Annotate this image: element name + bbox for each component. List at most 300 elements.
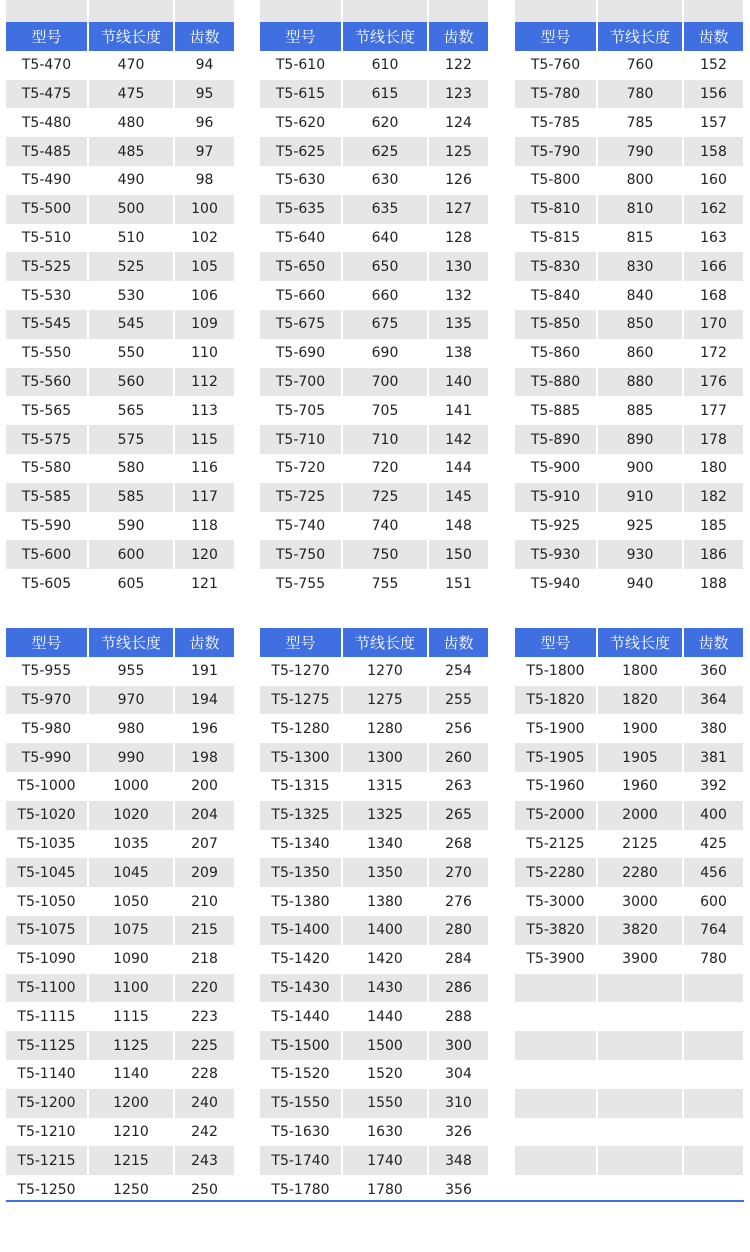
model-cell: T5-790 — [515, 137, 597, 166]
table-row — [260, 252, 488, 281]
model-cell: T5-1215 — [6, 1146, 88, 1175]
table-row — [515, 945, 743, 974]
teeth-count-cell — [683, 1118, 743, 1147]
teeth-count-cell: 242 — [191, 1123, 218, 1140]
model-cell: T5-980 — [6, 714, 88, 743]
table-row — [260, 195, 488, 224]
pitch-length-cell: 545 — [88, 310, 174, 339]
model-cell: T5-1780 — [260, 1175, 342, 1204]
table-row — [6, 195, 234, 224]
model-cell: T5-605 — [6, 569, 88, 598]
table-row — [6, 281, 234, 310]
teeth-count-cell — [683, 1060, 743, 1089]
model-cell: T5-590 — [6, 512, 88, 541]
teeth-count-cell: 198 — [174, 743, 234, 772]
teeth-count-cell: 178 — [683, 425, 743, 454]
model-cell: T5-500 — [6, 195, 88, 224]
teeth-count-cell: 122 — [445, 57, 472, 74]
model-cell: T5-1630 — [260, 1118, 342, 1147]
model-cell: T5-1200 — [6, 1089, 88, 1118]
pitch-length-cell: 560 — [88, 368, 174, 397]
teeth-count-cell: 260 — [428, 743, 488, 772]
model-cell — [515, 1146, 597, 1175]
table-row — [260, 743, 488, 772]
model-cell: T5-1115 — [6, 1002, 88, 1031]
pitch-length-cell: 480 — [88, 108, 174, 137]
table-row — [515, 483, 743, 512]
table-row — [515, 166, 743, 195]
teeth-count-cell: 186 — [683, 540, 743, 569]
column-header: 型号 — [6, 22, 88, 51]
model-cell: T5-600 — [6, 540, 88, 569]
table-row — [260, 339, 488, 368]
teeth-count-cell: 166 — [683, 252, 743, 281]
table-row — [6, 945, 234, 974]
pitch-length-cell: 1215 — [88, 1146, 174, 1175]
table-row — [260, 512, 488, 541]
model-cell: T5-890 — [515, 425, 597, 454]
table-row — [515, 368, 743, 397]
model-cell: T5-1315 — [260, 772, 342, 801]
pitch-length-cell: 700 — [342, 368, 428, 397]
pitch-length-cell: 575 — [88, 425, 174, 454]
teeth-count-cell: 145 — [428, 483, 488, 512]
pitch-length-cell: 1740 — [342, 1146, 428, 1175]
pitch-length-cell: 1905 — [597, 743, 683, 772]
belt-spec-table — [260, 628, 488, 1204]
pitch-length-cell: 720 — [342, 454, 428, 483]
model-cell: T5-545 — [6, 310, 88, 339]
pitch-length-cell: 475 — [88, 80, 174, 109]
pitch-length-cell: 710 — [342, 425, 428, 454]
pitch-length-cell: 1340 — [342, 830, 428, 859]
pitch-length-cell: 940 — [597, 569, 683, 598]
teeth-count-cell: 172 — [700, 345, 727, 362]
model-cell: T5-1140 — [6, 1060, 88, 1089]
pitch-length-cell: 1000 — [88, 772, 174, 801]
table-row — [6, 887, 234, 916]
table-row — [260, 974, 488, 1003]
pitch-length-cell: 910 — [597, 483, 683, 512]
cropped-row-stub — [6, 0, 234, 22]
model-cell: T5-2000 — [515, 801, 597, 830]
teeth-count-cell: 116 — [191, 460, 218, 477]
model-cell: T5-1430 — [260, 974, 342, 1003]
model-cell: T5-575 — [6, 425, 88, 454]
table-row — [260, 224, 488, 253]
table-row — [260, 108, 488, 137]
pitch-length-cell: 580 — [88, 454, 174, 483]
table-header-row — [515, 22, 743, 51]
pitch-length-cell: 490 — [88, 166, 174, 195]
model-cell: T5-885 — [515, 396, 597, 425]
table-row — [260, 396, 488, 425]
teeth-count-cell: 243 — [174, 1146, 234, 1175]
model-cell: T5-1800 — [515, 657, 597, 686]
teeth-count-cell: 263 — [445, 778, 472, 795]
teeth-count-cell: 163 — [700, 229, 727, 246]
pitch-length-cell: 1300 — [342, 743, 428, 772]
table-row — [6, 858, 234, 887]
table-row — [6, 368, 234, 397]
model-cell: T5-640 — [260, 224, 342, 253]
pitch-length-cell: 1325 — [342, 801, 428, 830]
teeth-count-cell: 120 — [174, 540, 234, 569]
pitch-length-cell: 3900 — [597, 945, 683, 974]
model-cell: T5-1125 — [6, 1031, 88, 1060]
teeth-count-cell: 196 — [191, 720, 218, 737]
table-row — [6, 657, 234, 686]
model-cell — [515, 1060, 597, 1089]
teeth-count-cell: 126 — [445, 172, 472, 189]
pitch-length-cell: 485 — [88, 137, 174, 166]
teeth-count-cell: 113 — [191, 402, 218, 419]
teeth-count-cell: 127 — [428, 195, 488, 224]
pitch-length-cell — [597, 974, 683, 1003]
table-row — [515, 454, 743, 483]
pitch-length-cell: 1140 — [88, 1060, 174, 1089]
teeth-count-cell: 140 — [428, 368, 488, 397]
table-row — [6, 108, 234, 137]
table-row — [260, 310, 488, 339]
column-header: 节线长度 — [342, 628, 428, 657]
pitch-length-cell: 780 — [597, 80, 683, 109]
pitch-length-cell: 1050 — [88, 887, 174, 916]
column-header: 齿数 — [428, 22, 488, 51]
table-row — [515, 686, 743, 715]
teeth-count-cell: 210 — [191, 893, 218, 910]
pitch-length-cell: 3820 — [597, 916, 683, 945]
pitch-length-cell: 1800 — [597, 657, 683, 686]
teeth-count-cell: 132 — [445, 287, 472, 304]
teeth-count-cell: 310 — [428, 1089, 488, 1118]
pitch-length-cell: 625 — [342, 137, 428, 166]
pitch-length-cell: 1075 — [88, 916, 174, 945]
pitch-length-cell: 1440 — [342, 1002, 428, 1031]
model-cell: T5-740 — [260, 512, 342, 541]
model-cell: T5-860 — [515, 339, 597, 368]
table-row — [515, 339, 743, 368]
teeth-count-cell: 156 — [683, 80, 743, 109]
model-cell: T5-925 — [515, 512, 597, 541]
table-row — [6, 224, 234, 253]
teeth-count-cell: 286 — [428, 974, 488, 1003]
table-row — [260, 945, 488, 974]
table-row — [6, 1031, 234, 1060]
teeth-count-cell: 100 — [174, 195, 234, 224]
model-cell: T5-970 — [6, 686, 88, 715]
table-row — [515, 569, 743, 598]
cropped-row-stub — [260, 0, 488, 22]
column-header: 齿数 — [174, 22, 234, 51]
teeth-count-cell: 170 — [683, 310, 743, 339]
table-row — [260, 166, 488, 195]
table-row — [515, 858, 743, 887]
belt-spec-table — [515, 628, 743, 1204]
model-cell: T5-1500 — [260, 1031, 342, 1060]
model-cell: T5-1050 — [6, 887, 88, 916]
column-header: 节线长度 — [342, 22, 428, 51]
teeth-count-cell: 182 — [683, 483, 743, 512]
model-cell — [515, 1031, 597, 1060]
pitch-length-cell: 650 — [342, 252, 428, 281]
model-cell: T5-1740 — [260, 1146, 342, 1175]
teeth-count-cell — [683, 974, 743, 1003]
table-row — [515, 224, 743, 253]
pitch-length-cell: 525 — [88, 252, 174, 281]
model-cell: T5-1090 — [6, 945, 88, 974]
model-cell: T5-900 — [515, 454, 597, 483]
teeth-count-cell — [683, 1002, 743, 1031]
belt-spec-table — [6, 22, 234, 598]
pitch-length-cell: 500 — [88, 195, 174, 224]
table-row — [6, 1118, 234, 1147]
pitch-length-cell: 1270 — [342, 657, 428, 686]
pitch-length-cell: 640 — [342, 224, 428, 253]
model-cell: T5-1960 — [515, 772, 597, 801]
table-row — [515, 1002, 743, 1031]
teeth-count-cell: 380 — [700, 720, 727, 737]
teeth-count-cell: 158 — [683, 137, 743, 166]
model-cell: T5-2125 — [515, 830, 597, 859]
table-row — [515, 80, 743, 109]
table-row — [260, 80, 488, 109]
pitch-length-cell: 2000 — [597, 801, 683, 830]
model-cell: T5-705 — [260, 396, 342, 425]
pitch-length-cell: 630 — [342, 166, 428, 195]
teeth-count-cell: 109 — [174, 310, 234, 339]
pitch-length-cell: 930 — [597, 540, 683, 569]
teeth-count-cell: 268 — [445, 835, 472, 852]
column-header: 节线长度 — [88, 628, 174, 657]
teeth-count-cell: 364 — [683, 686, 743, 715]
teeth-count-cell: 160 — [700, 172, 727, 189]
pitch-length-cell: 675 — [342, 310, 428, 339]
teeth-count-cell: 218 — [191, 951, 218, 968]
teeth-count-cell: 157 — [700, 114, 727, 131]
model-cell: T5-930 — [515, 540, 597, 569]
pitch-length-cell: 590 — [88, 512, 174, 541]
model-cell: T5-1900 — [515, 714, 597, 743]
pitch-length-cell: 2280 — [597, 858, 683, 887]
table-row — [6, 540, 234, 569]
model-cell: T5-990 — [6, 743, 88, 772]
pitch-length-cell: 970 — [88, 686, 174, 715]
model-cell: T5-580 — [6, 454, 88, 483]
pitch-length-cell: 1100 — [88, 974, 174, 1003]
teeth-count-cell: 138 — [445, 345, 472, 362]
model-cell: T5-485 — [6, 137, 88, 166]
teeth-count-cell: 123 — [428, 80, 488, 109]
table-row — [260, 830, 488, 859]
teeth-count-cell: 125 — [428, 137, 488, 166]
table-row — [260, 916, 488, 945]
model-cell: T5-810 — [515, 195, 597, 224]
column-header: 型号 — [515, 22, 597, 51]
pitch-length-cell — [597, 1118, 683, 1147]
teeth-count-cell: 284 — [445, 951, 472, 968]
table-row — [515, 1060, 743, 1089]
table-row — [260, 657, 488, 686]
model-cell: T5-1400 — [260, 916, 342, 945]
teeth-count-cell: 141 — [445, 402, 472, 419]
pitch-length-cell: 885 — [597, 396, 683, 425]
teeth-count-cell: 400 — [683, 801, 743, 830]
table-row — [515, 137, 743, 166]
table-row — [515, 108, 743, 137]
pitch-length-cell: 760 — [597, 51, 683, 80]
table-row — [260, 454, 488, 483]
pitch-length-cell: 1035 — [88, 830, 174, 859]
teeth-count-cell: 150 — [428, 540, 488, 569]
model-cell: T5-550 — [6, 339, 88, 368]
table-row — [515, 1089, 743, 1118]
table-row — [515, 252, 743, 281]
model-cell: T5-525 — [6, 252, 88, 281]
table-row — [260, 51, 488, 80]
table-row — [260, 801, 488, 830]
table-row — [260, 1031, 488, 1060]
pitch-length-cell: 1960 — [597, 772, 683, 801]
teeth-count-cell: 280 — [428, 916, 488, 945]
teeth-count-cell: 151 — [445, 575, 472, 592]
pitch-length-cell — [597, 1002, 683, 1031]
table-header-row — [6, 628, 234, 657]
model-cell: T5-780 — [515, 80, 597, 109]
model-cell: T5-1275 — [260, 686, 342, 715]
teeth-count-cell: 425 — [700, 835, 727, 852]
model-cell: T5-630 — [260, 166, 342, 195]
pitch-length-cell: 1420 — [342, 945, 428, 974]
model-cell: T5-565 — [6, 396, 88, 425]
pitch-length-cell: 755 — [342, 569, 428, 598]
teeth-count-cell — [683, 1146, 743, 1175]
table-header-row — [260, 22, 488, 51]
model-cell: T5-1210 — [6, 1118, 88, 1147]
pitch-length-cell: 810 — [597, 195, 683, 224]
model-cell — [515, 1118, 597, 1147]
pitch-length-cell: 2125 — [597, 830, 683, 859]
teeth-count-cell: 225 — [174, 1031, 234, 1060]
model-cell: T5-610 — [260, 51, 342, 80]
column-header: 齿数 — [428, 628, 488, 657]
column-header: 型号 — [260, 628, 342, 657]
table-row — [515, 714, 743, 743]
pitch-length-cell: 840 — [597, 281, 683, 310]
model-cell: T5-785 — [515, 108, 597, 137]
model-cell: T5-620 — [260, 108, 342, 137]
model-cell: T5-1325 — [260, 801, 342, 830]
pitch-length-cell: 1820 — [597, 686, 683, 715]
teeth-count-cell: 162 — [683, 195, 743, 224]
model-cell: T5-490 — [6, 166, 88, 195]
model-cell: T5-1100 — [6, 974, 88, 1003]
table-row — [260, 1118, 488, 1147]
table-row — [6, 339, 234, 368]
pitch-length-cell: 900 — [597, 454, 683, 483]
table-row — [260, 1060, 488, 1089]
model-cell: T5-1905 — [515, 743, 597, 772]
model-cell: T5-510 — [6, 224, 88, 253]
teeth-count-cell: 254 — [445, 663, 472, 680]
table-row — [515, 1146, 743, 1175]
table-row — [6, 137, 234, 166]
model-cell: T5-725 — [260, 483, 342, 512]
teeth-count-cell: 177 — [700, 402, 727, 419]
pitch-length-cell: 530 — [88, 281, 174, 310]
pitch-length-cell: 725 — [342, 483, 428, 512]
model-cell: T5-720 — [260, 454, 342, 483]
teeth-count-cell: 600 — [700, 893, 727, 910]
column-header: 型号 — [515, 628, 597, 657]
teeth-count-cell: 112 — [174, 368, 234, 397]
teeth-count-cell: 185 — [700, 517, 727, 534]
pitch-length-cell: 565 — [88, 396, 174, 425]
pitch-length-cell: 785 — [597, 108, 683, 137]
column-header: 节线长度 — [88, 22, 174, 51]
table-row — [6, 569, 234, 598]
pitch-length-cell: 705 — [342, 396, 428, 425]
pitch-length-cell: 955 — [88, 657, 174, 686]
pitch-length-cell: 790 — [597, 137, 683, 166]
table-row — [6, 310, 234, 339]
teeth-count-cell: 97 — [174, 137, 234, 166]
pitch-length-cell — [597, 1146, 683, 1175]
bottom-divider — [6, 1200, 744, 1202]
teeth-count-cell: 200 — [191, 778, 218, 795]
belt-spec-table — [260, 22, 488, 598]
table-row — [260, 569, 488, 598]
pitch-length-cell: 585 — [88, 483, 174, 512]
table-row — [6, 1146, 234, 1175]
model-cell: T5-1520 — [260, 1060, 342, 1089]
column-header: 齿数 — [683, 22, 743, 51]
table-row — [6, 686, 234, 715]
model-cell: T5-910 — [515, 483, 597, 512]
pitch-length-cell: 1350 — [342, 858, 428, 887]
teeth-count-cell: 204 — [174, 801, 234, 830]
table-row — [6, 772, 234, 801]
table-row — [515, 916, 743, 945]
model-cell: T5-1250 — [6, 1175, 88, 1204]
teeth-count-cell: 326 — [445, 1123, 472, 1140]
table-row — [515, 195, 743, 224]
table-row — [260, 887, 488, 916]
model-cell: T5-1380 — [260, 887, 342, 916]
pitch-length-cell: 1275 — [342, 686, 428, 715]
teeth-count-cell: 168 — [700, 287, 727, 304]
column-header: 节线长度 — [597, 22, 683, 51]
teeth-count-cell: 148 — [445, 517, 472, 534]
pitch-length-cell: 1115 — [88, 1002, 174, 1031]
model-cell: T5-1440 — [260, 1002, 342, 1031]
cropped-row-stub — [515, 0, 743, 22]
table-row — [6, 51, 234, 80]
teeth-count-cell: 194 — [174, 686, 234, 715]
table-row — [260, 281, 488, 310]
model-cell: T5-850 — [515, 310, 597, 339]
table-row — [515, 1118, 743, 1147]
teeth-count-cell: 110 — [191, 345, 218, 362]
table-row — [6, 1089, 234, 1118]
table-row — [6, 483, 234, 512]
teeth-count-cell: 300 — [428, 1031, 488, 1060]
teeth-count-cell: 144 — [445, 460, 472, 477]
teeth-count-cell: 304 — [445, 1066, 472, 1083]
column-header: 齿数 — [683, 628, 743, 657]
model-cell: T5-940 — [515, 569, 597, 598]
teeth-count-cell: 288 — [445, 1008, 472, 1025]
